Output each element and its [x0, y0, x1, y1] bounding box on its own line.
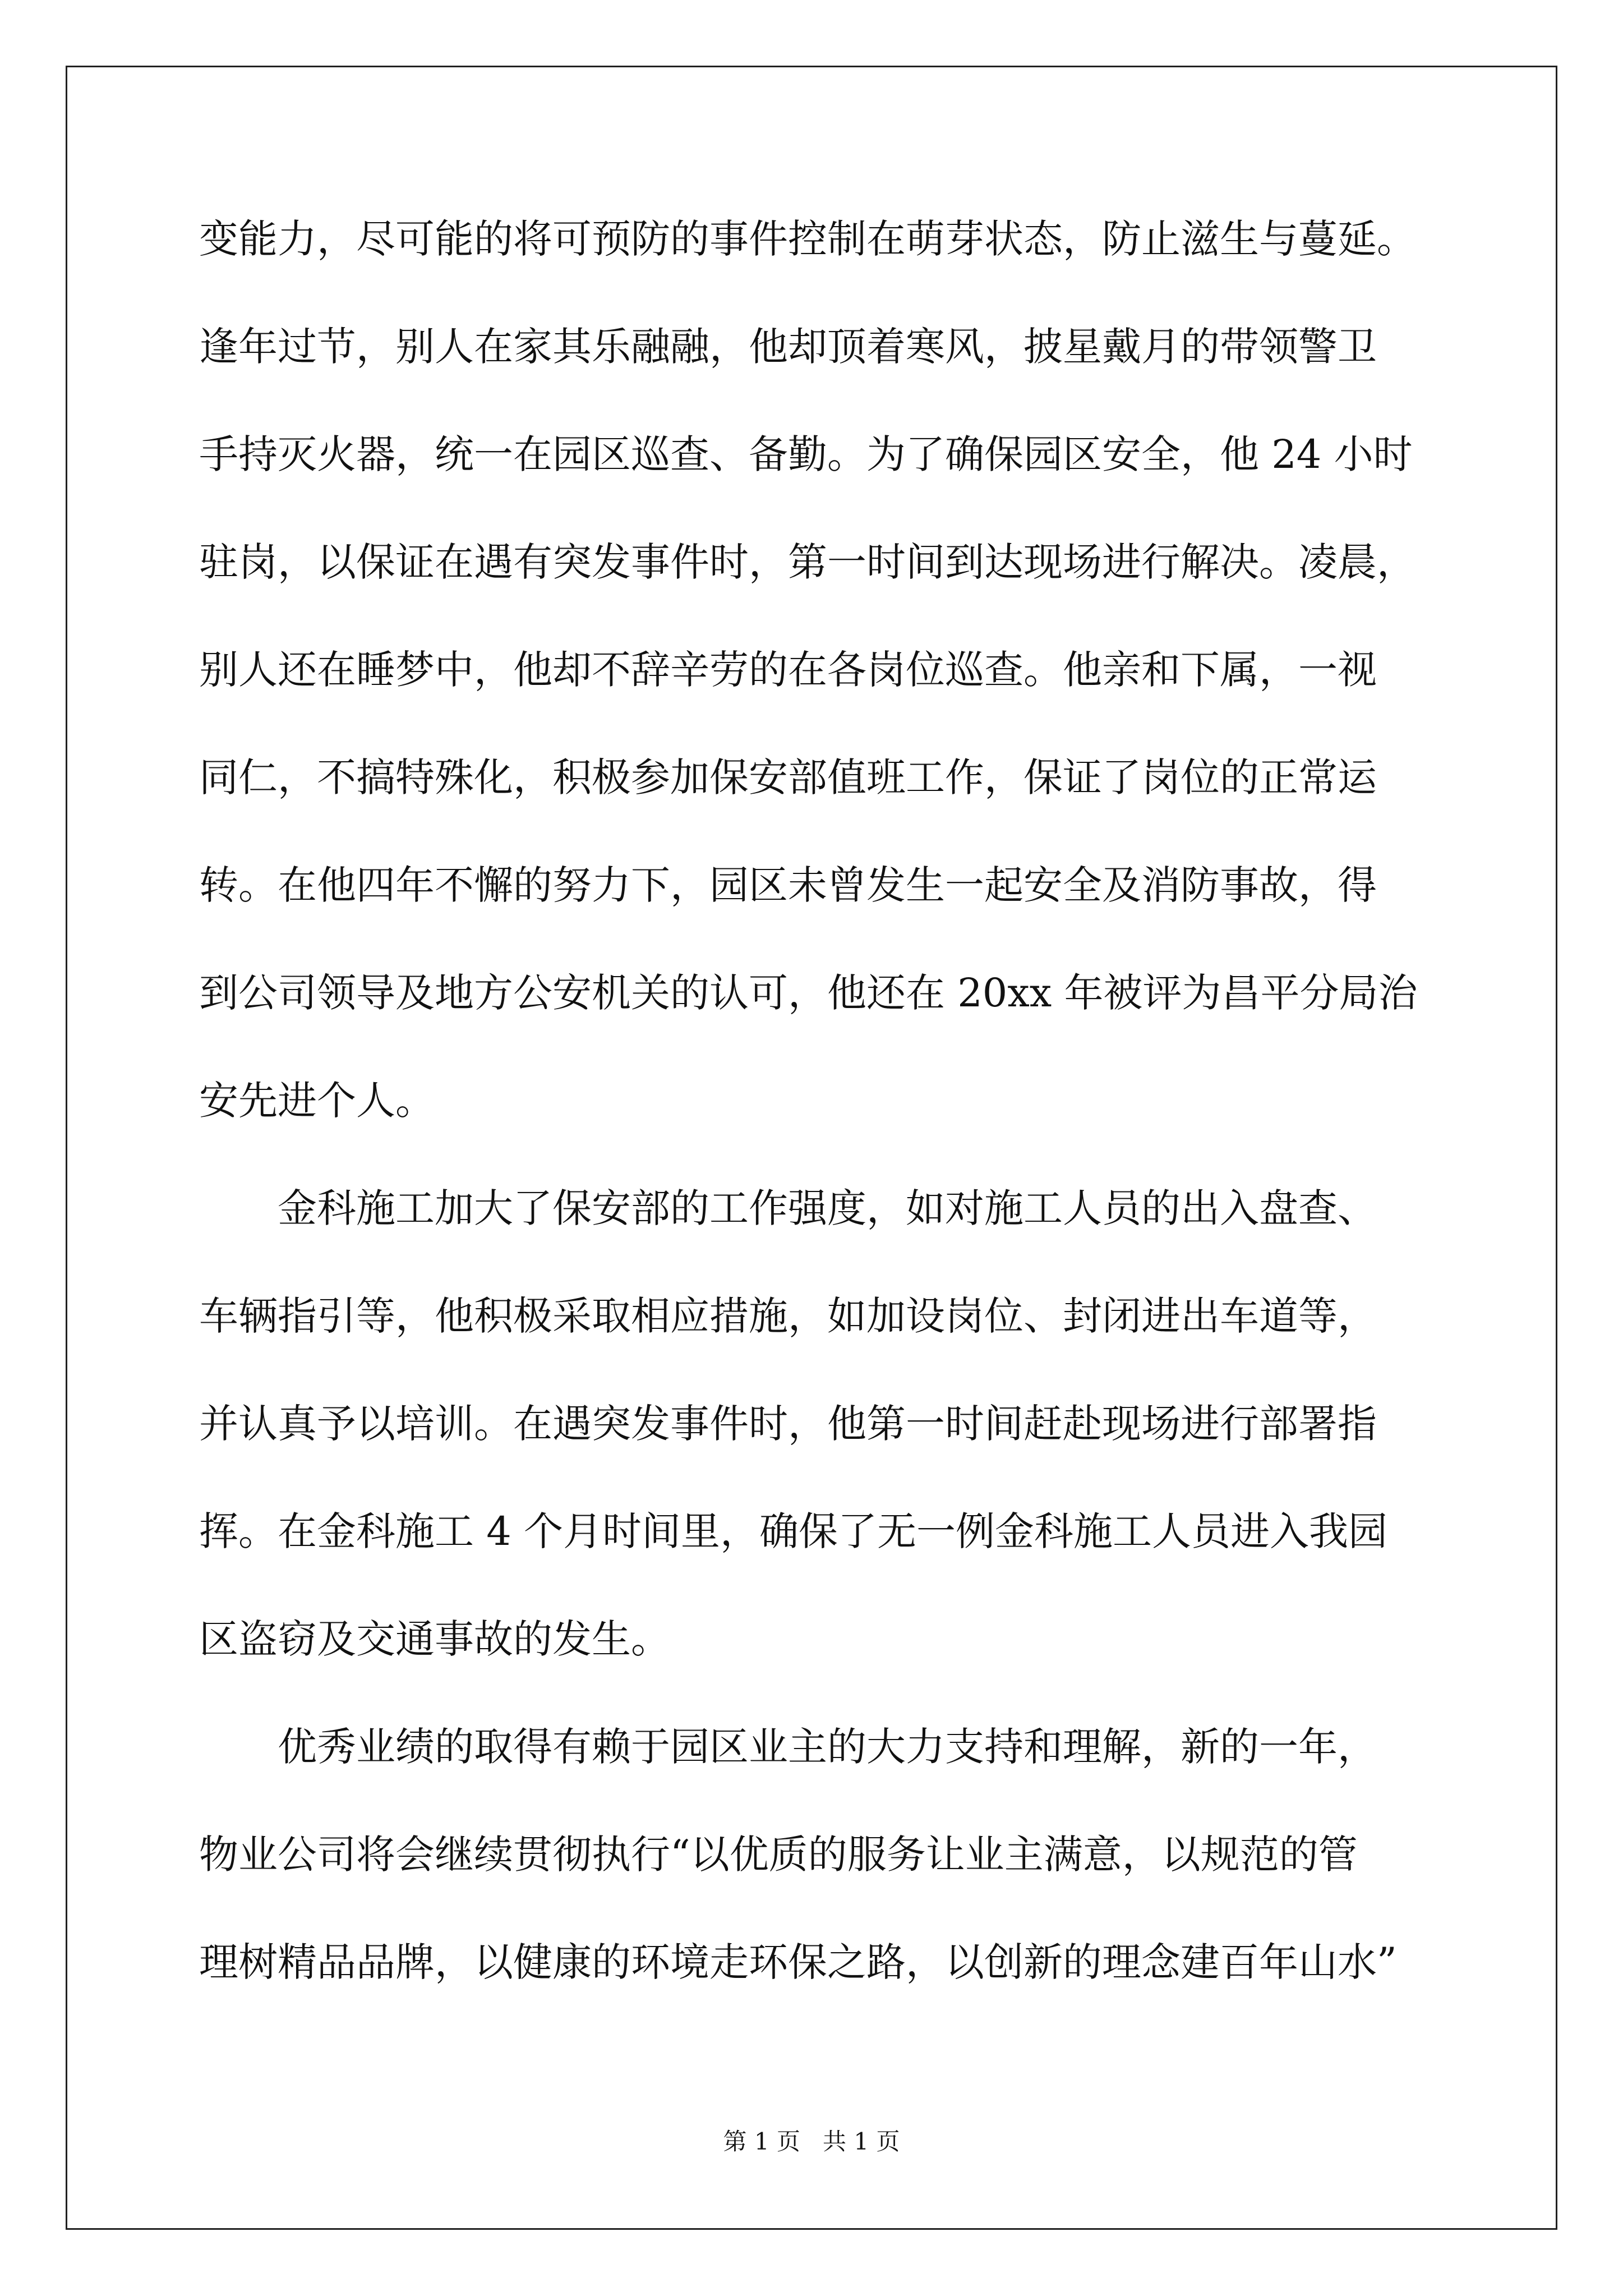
text-line: 驻岗，以保证在遇有突发事件时，第一时间到达现场进行解决。凌晨， — [199, 539, 1416, 585]
text-line: 理树精品品牌，以健康的环境走环保之路，以创新的理念建百年山水” — [199, 1939, 1397, 1985]
text-line: 手持灭火器，统一在园区巡查、备勤。为了确保园区安全，他 24 小时 — [199, 431, 1413, 477]
text-line: 车辆指引等，他积极采取相应措施，如加设岗位、封闭进出车道等， — [199, 1293, 1377, 1339]
paragraph-first-line: 优秀业绩的取得有赖于园区业主的大力支持和理解，新的一年， — [278, 1724, 1377, 1770]
text-line: 并认真予以培训。在遇突发事件时，他第一时间赶赴现场进行部署指 — [199, 1401, 1377, 1447]
text-line: 区盗窃及交通事故的发生。 — [199, 1616, 670, 1662]
text-line: 别人还在睡梦中，他却不辞辛劳的在各岗位巡查。他亲和下属，一视 — [199, 647, 1377, 693]
page-border — [66, 66, 1557, 2230]
page-footer: 第 1 页 共 1 页 — [723, 2128, 900, 2155]
text-line: 逢年过节，别人在家其乐融融，他却顶着寒风，披星戴月的带领警卫 — [199, 324, 1377, 370]
text-line: 物业公司将会继续贯彻执行“以优质的服务让业主满意，以规范的管 — [199, 1832, 1358, 1878]
text-line: 挥。在金科施工 4 个月时间里，确保了无一例金科施工人员进入我园 — [199, 1508, 1388, 1554]
paragraph-first-line: 金科施工加大了保安部的工作强度，如对施工人员的出入盘查、 — [278, 1185, 1377, 1231]
text-line: 变能力，尽可能的将可预防的事件控制在萌芽状态，防止滋生与蔓延。 — [199, 216, 1416, 262]
text-line: 同仁，不搞特殊化，积极参加保安部值班工作，保证了岗位的正常运 — [199, 754, 1377, 800]
text-line: 安先进个人。 — [199, 1078, 435, 1124]
text-line: 转。在他四年不懈的努力下，园区未曾发生一起安全及消防事故，得 — [199, 862, 1377, 908]
text-line: 到公司领导及地方公安机关的认可，他还在 20xx 年被评为昌平分局治 — [199, 970, 1418, 1016]
